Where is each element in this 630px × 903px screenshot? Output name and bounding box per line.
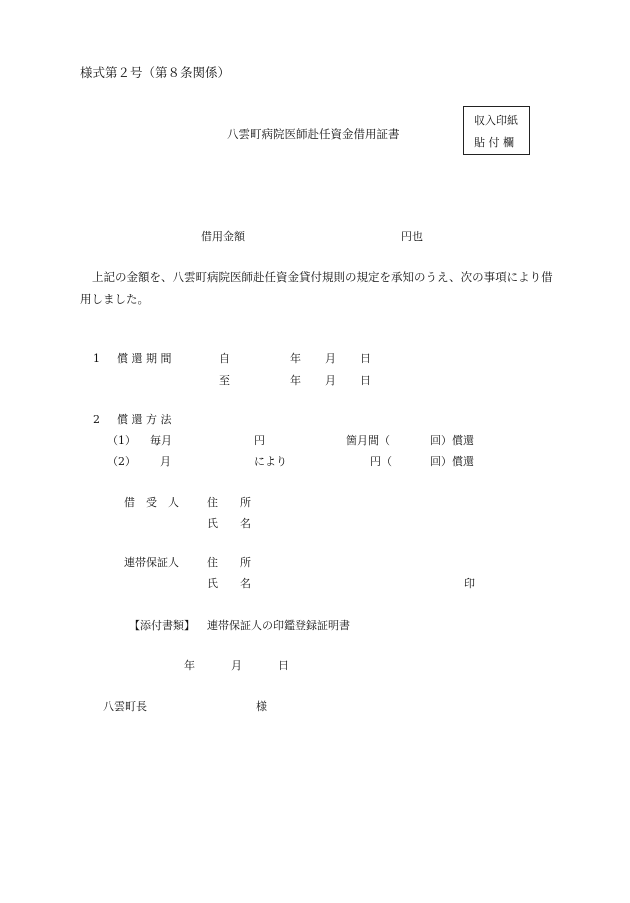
method-option2-yen: 円（	[370, 455, 392, 468]
method-option1-times: 回）償還	[430, 434, 474, 447]
form-number: 様式第２号（第８条関係）	[80, 65, 231, 80]
guarantor-label: 連帯保証人	[124, 556, 179, 569]
attachment-value: 連帯保証人の印鑑登録証明書	[207, 619, 350, 632]
method-option2-times: 回）償還	[430, 455, 474, 468]
method-number: 2	[93, 413, 100, 426]
period-to-month: 月	[325, 374, 336, 387]
guarantor-address-label: 住 所	[207, 556, 251, 569]
borrower-address-label: 住 所	[207, 496, 251, 509]
borrower-label: 借 受 人	[124, 496, 179, 509]
method-option2-month: 月	[160, 455, 171, 468]
date-month: 月	[231, 659, 242, 672]
period-from-year: 年	[290, 352, 301, 365]
declaration-paragraph	[80, 266, 560, 311]
declaration-text: 上記の金額を、八雲町病院医師赴任資金貸付規則の規定を承知のうえ、次の事項により借用しました。	[80, 270, 553, 307]
attachment-label: 【添付書類】	[129, 619, 195, 632]
loan-amount-label: 借用金額	[201, 230, 245, 243]
period-from-month: 月	[325, 352, 336, 365]
method-option1-number: （1）	[107, 434, 136, 447]
period-to-day: 日	[360, 374, 371, 387]
borrower-name-label: 氏 名	[207, 517, 251, 530]
period-to: 至	[219, 374, 230, 387]
addressee-name: 八雲町長	[103, 700, 147, 713]
period-label: 償 還 期 間	[117, 352, 172, 365]
date-day: 日	[278, 659, 289, 672]
guarantor-seal-mark: 印	[464, 577, 475, 590]
period-to-year: 年	[290, 374, 301, 387]
date-year: 年	[184, 659, 195, 672]
method-option2-by: により	[254, 455, 287, 468]
stamp-box-label-line1: 収入印紙	[474, 114, 518, 127]
period-number: 1	[93, 352, 100, 365]
guarantor-name-label: 氏 名	[207, 577, 251, 590]
addressee-honorific: 様	[256, 700, 267, 713]
method-option1-monthly: 毎月	[150, 434, 172, 447]
method-option1-yen: 円	[254, 434, 265, 447]
loan-amount-unit: 円也	[401, 230, 423, 243]
period-from: 自	[219, 352, 230, 365]
method-label: 償 還 方 法	[117, 413, 172, 426]
method-option1-months: 箇月間（	[346, 434, 390, 447]
stamp-box-label-line2: 貼 付 欄	[474, 136, 514, 149]
period-from-day: 日	[360, 352, 371, 365]
method-option2-number: （2）	[107, 455, 136, 468]
document-title: 八雲町病院医師赴任資金借用証書	[227, 127, 400, 141]
